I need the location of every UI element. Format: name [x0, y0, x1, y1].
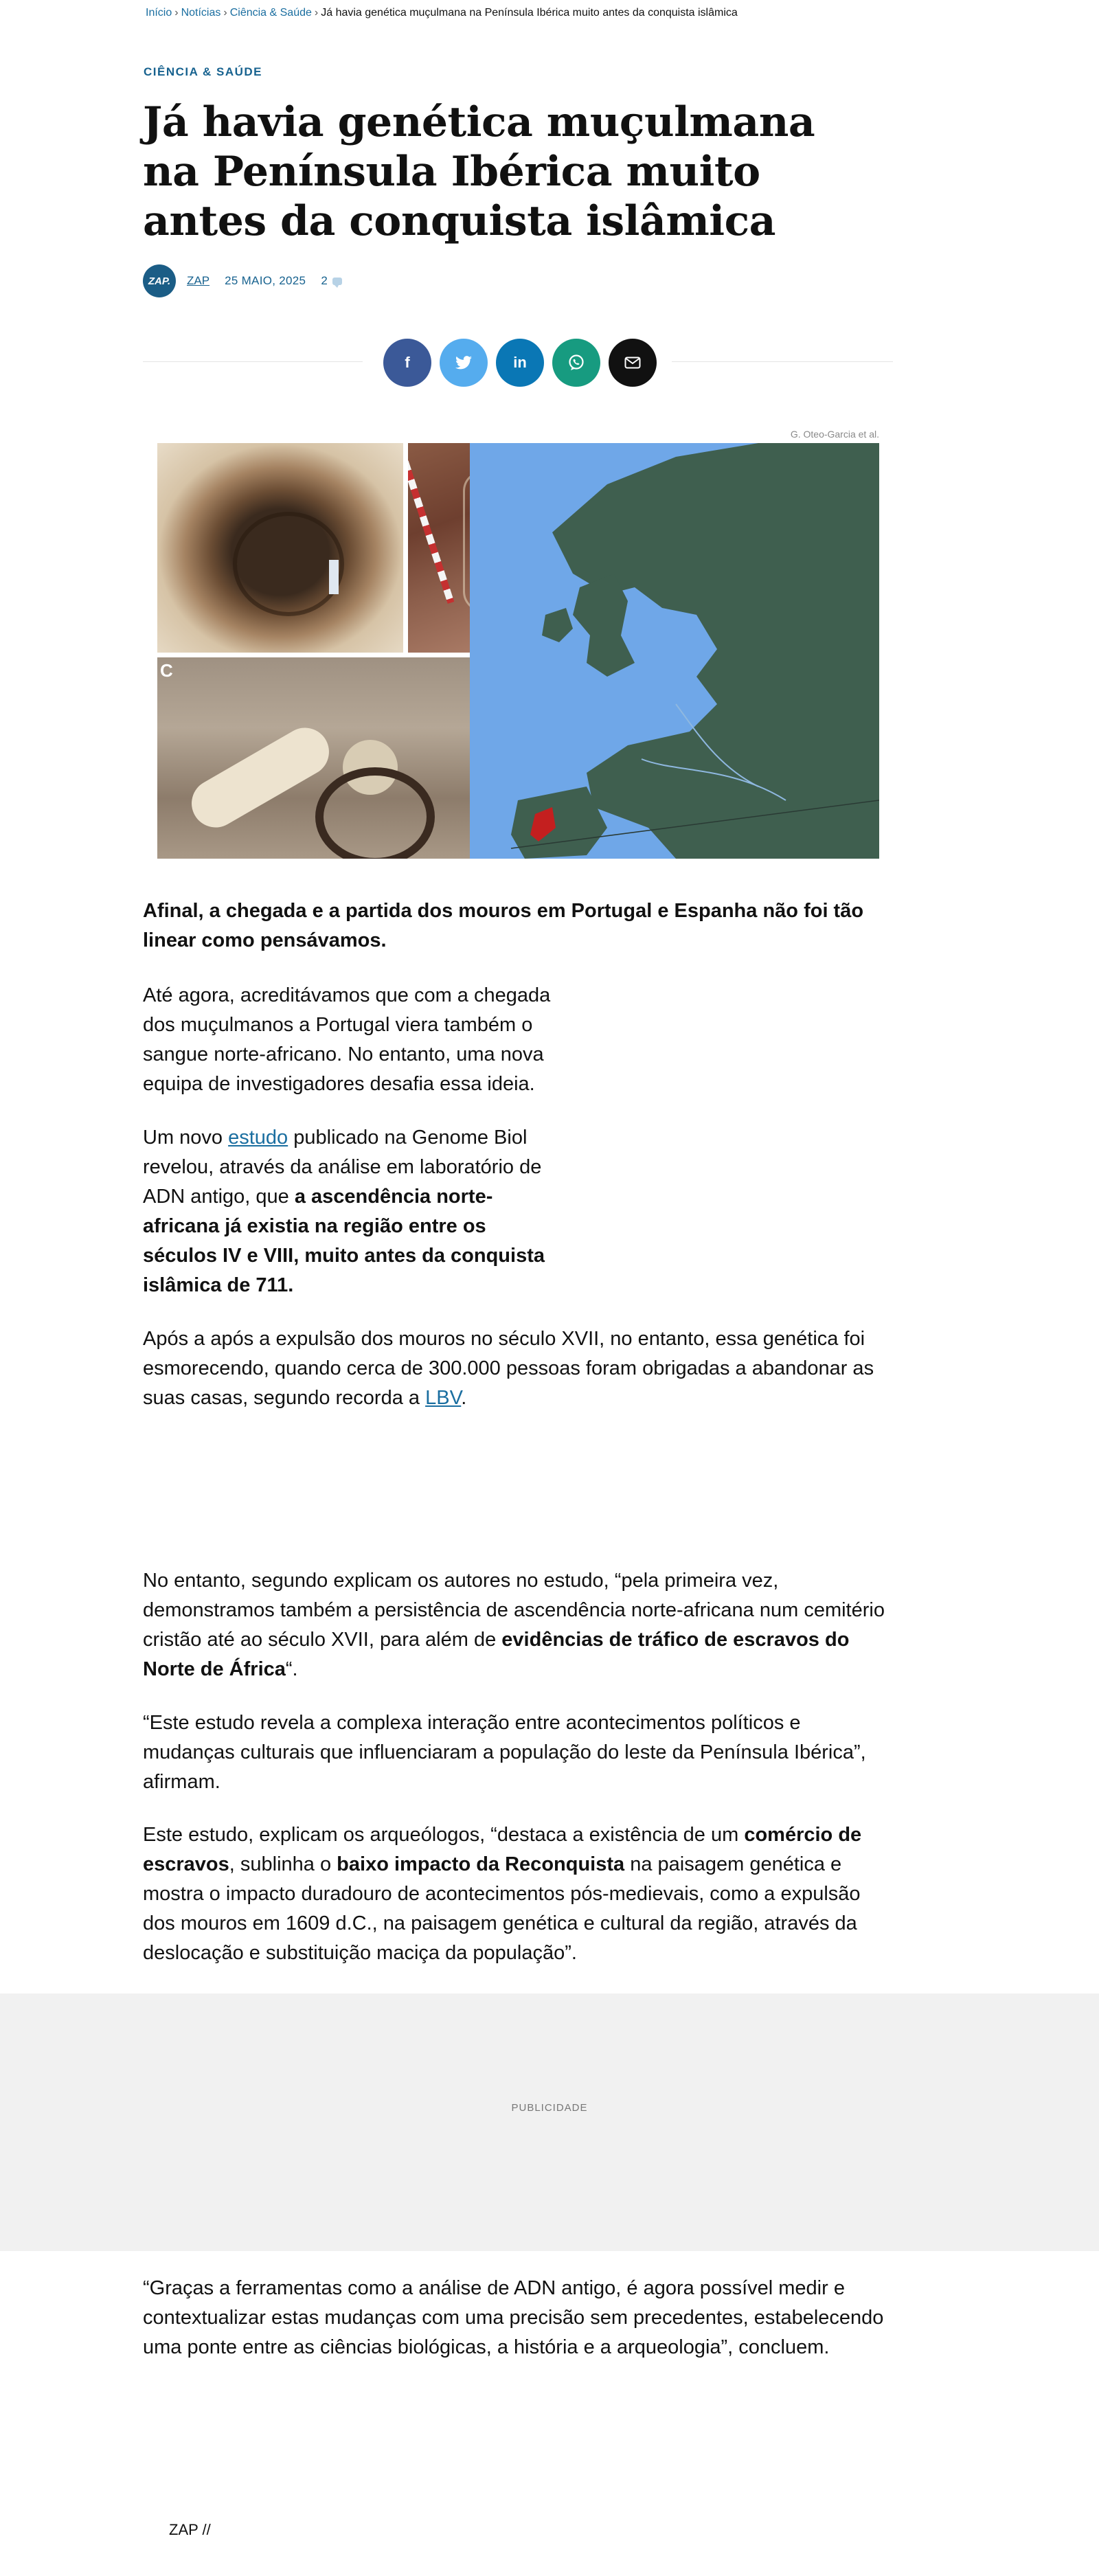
- body-paragraph: “Este estudo revela a complexa interação entre acontecimentos políticos e mudanças culturais que influenciaram a população do leste da Península Ibérica”, afirmam.: [143, 1712, 866, 1793]
- advertisement-slot[interactable]: [0, 1993, 1099, 2251]
- breadcrumb-separator: ›: [314, 7, 319, 19]
- europe-map-svg: [470, 443, 879, 859]
- whatsapp-share-button[interactable]: [552, 339, 600, 387]
- body-text: publicado na Genome Biol revelou, através da análise em laboratório de ADN antigo, que: [143, 1127, 542, 1208]
- email-share-button[interactable]: [609, 339, 657, 387]
- article-body-block-4: [143, 1566, 885, 1684]
- body-text: “.: [285, 1658, 298, 1680]
- article-body-block-2: [143, 1123, 562, 1300]
- burial-pit-photo: [157, 443, 403, 653]
- breadcrumb-category-link[interactable]: Ciência & Saúde: [229, 7, 312, 19]
- advertisement-label: PUBLICIDADE: [511, 2102, 588, 2114]
- body-paragraph: [143, 1566, 885, 1684]
- breadcrumb: [146, 7, 738, 19]
- footer-signature: ZAP //: [169, 2521, 211, 2538]
- twitter-icon: [455, 356, 472, 370]
- lede-paragraph: Afinal, a chegada e a partida dos mouros em Portugal e Espanha não foi tão linear como pensávamos.: [143, 900, 864, 951]
- body-text: Este estudo, explicam os arqueólogos, “destaca a existência de um: [143, 1824, 745, 1846]
- breadcrumb-separator: ›: [174, 7, 179, 19]
- breadcrumb-news-link[interactable]: Notícias: [181, 7, 221, 19]
- skeleton-remains-photo: [157, 657, 470, 859]
- facebook-icon: f: [405, 354, 410, 371]
- linkedin-icon: in: [513, 354, 527, 371]
- article-body-block-1: [143, 981, 562, 1099]
- body-paragraph: Até agora, acreditávamos que com a chegada dos muçulmanos a Portugal viera também o sangue norte-africano. No entanto, uma nova equipa de investigadores desafia essa ideia.: [143, 984, 551, 1095]
- europe-map: [470, 443, 879, 859]
- mail-icon: [624, 357, 641, 369]
- ring-shape: [315, 767, 435, 859]
- skeleton-outline: [233, 512, 344, 616]
- body-bold-text: baixo impacto da Reconquista: [337, 1853, 625, 1875]
- share-divider-left: [143, 361, 363, 362]
- ireland: [542, 608, 573, 642]
- author-avatar[interactable]: ZAP.: [143, 264, 176, 297]
- linkedin-share-button[interactable]: [496, 339, 544, 387]
- body-text: Após a após a expulsão dos mouros no século XVII, no entanto, essa genética foi esmorecendo, quando cerca de 300.000 pessoas foram obrigadas a abandonar as suas casas, segundo recorda a: [143, 1328, 874, 1409]
- facebook-share-button[interactable]: [383, 339, 431, 387]
- article-lede: [143, 896, 885, 956]
- article-body-block-5: [143, 1708, 885, 1797]
- article-body-block-3: [143, 1324, 885, 1413]
- body-paragraph: [143, 1820, 885, 1968]
- image-credit: G. Oteo-Garcia et al.: [790, 429, 879, 440]
- body-bold-text: comércio de escravos: [143, 1824, 862, 1875]
- comment-count: 2: [321, 274, 328, 287]
- article-category[interactable]: CIÊNCIA & SAÚDE: [144, 65, 262, 78]
- whatsapp-icon: [567, 354, 585, 372]
- image-panel-label: C: [160, 660, 173, 681]
- bone-shape: [183, 719, 338, 837]
- body-bold-text: evidências de tráfico de escravos do Norte de África: [143, 1629, 850, 1680]
- article-title: Já havia genética muçulmana na Península Ibérica muito antes da conquista islâmica: [143, 98, 815, 245]
- body-text: .: [461, 1387, 467, 1409]
- body-paragraph: “Graças a ferramentas como a análise de ADN antigo, é agora possível medir e contextualizar estas mudanças com uma precisão sem precedentes, estabelecendo uma ponte entre as ciências biológicas, a história e a arqueologia”, concluem.: [143, 2277, 884, 2358]
- breadcrumb-home-link[interactable]: Início: [146, 7, 172, 19]
- article-meta: [143, 264, 342, 297]
- breadcrumb-current: Já havia genética muçulmana na Península Ibérica muito antes da conquista islâmica: [321, 7, 738, 19]
- comments-link[interactable]: [321, 274, 341, 288]
- scale-marker: [329, 560, 339, 594]
- measuring-pole: [408, 451, 454, 604]
- study-link[interactable]: estudo: [228, 1127, 288, 1149]
- body-bold-text: a ascendência norte-africana já existia na região entre os séculos IV e VIII, muito antes da conquista islâmica de 711.: [143, 1186, 545, 1296]
- article-body-block-7: [143, 2274, 885, 2362]
- share-divider-right: [672, 361, 893, 362]
- lbv-link[interactable]: LBV: [425, 1387, 462, 1409]
- body-text: Um novo: [143, 1127, 229, 1149]
- twitter-share-button[interactable]: [440, 339, 488, 387]
- share-bar: [383, 339, 657, 387]
- breadcrumb-separator: ›: [223, 7, 227, 19]
- featured-image: [157, 443, 879, 859]
- body-text: No entanto, segundo explicam os autores no estudo, “pela primeira vez, demonstramos também a persistência de ascendência norte-africana num cemitério cristão até ao século XVII, para além de: [143, 1570, 885, 1651]
- publish-date: 25 MAIO, 2025: [225, 274, 306, 287]
- comment-bubble-icon: [332, 278, 342, 285]
- body-text: na paisagem genética e mostra o impacto duradouro de acontecimentos pós-medievais, como a expulsão dos mouros em 1609 d.C., na paisagem genética e cultural da região, através da deslocação e substituição maciça da população”.: [143, 1853, 861, 1964]
- article-body-block-6: [143, 1820, 885, 1968]
- author-link[interactable]: ZAP: [187, 274, 210, 287]
- body-paragraph: [143, 1123, 562, 1300]
- body-text: , sublinha o: [229, 1853, 337, 1875]
- body-paragraph: [143, 1324, 885, 1413]
